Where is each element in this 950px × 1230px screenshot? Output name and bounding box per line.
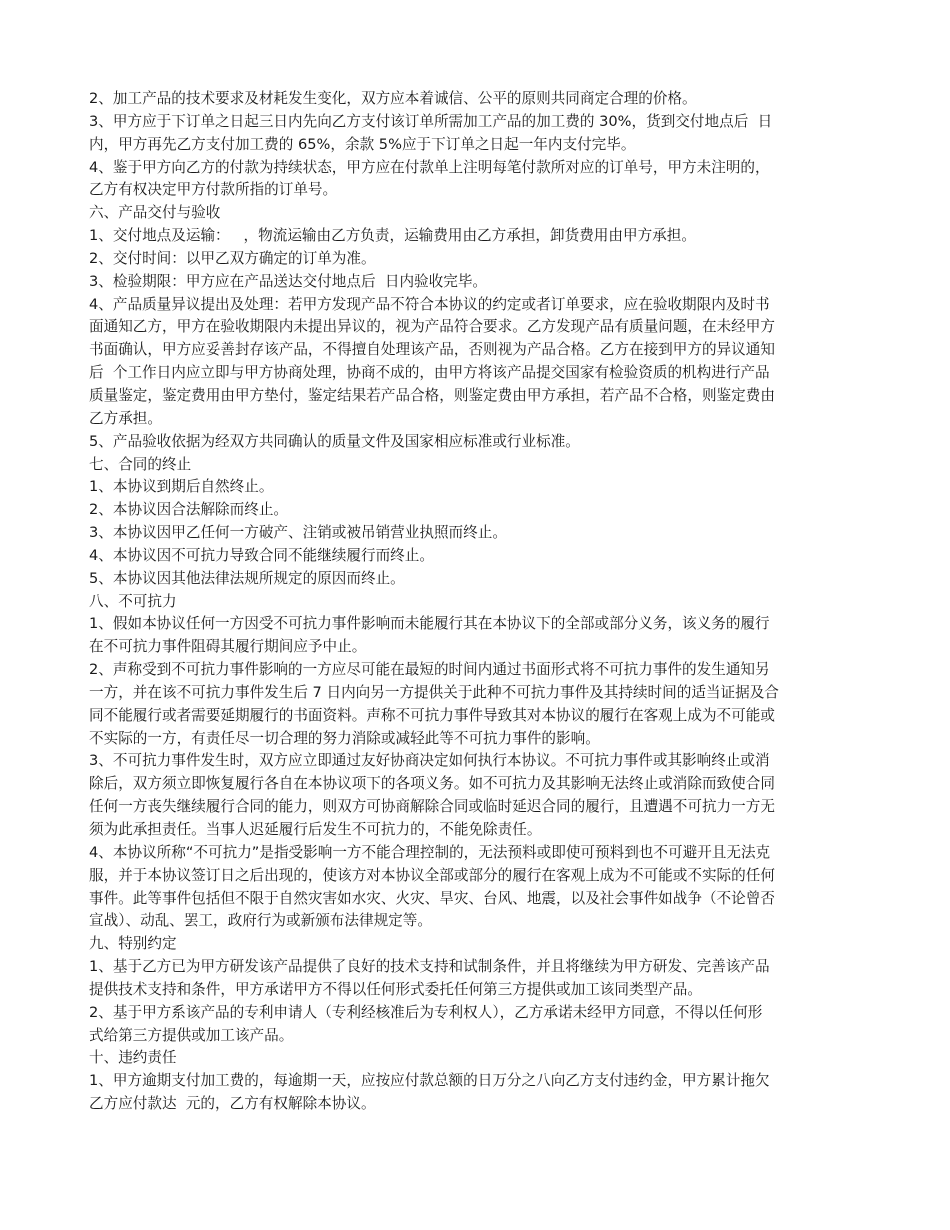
- text-line: 4、本协议因不可抗力导致合同不能继续履行而终止。: [89, 546, 434, 564]
- text-line: 宣战）、动乱、罢工，政府行为或新颁布法律规定等。: [89, 912, 432, 930]
- section-heading: [89, 591, 859, 614]
- text-line: 4、鉴于甲方向乙方的付款为持续状态，甲方应在付款单上注明每笔付款所对应的订单号，甲方未注明的，: [89, 158, 770, 176]
- clause-paragraph: [89, 499, 859, 522]
- text-line: 4、本协议所称“不可抗力”是指受影响一方不能合理控制的，无法预料或即使可预料到也不可避开且无法克: [89, 843, 771, 861]
- text-line: 3、甲方应于下订单之日起三日内先向乙方支付该订单所需加工产品的加工费的 30%，货到交付地点后 日: [89, 112, 773, 130]
- text-line: 内，甲方再先乙方支付加工费的 65%，余款 5%应于下订单之日起一年内支付完毕。: [89, 135, 636, 153]
- text-line: 2、交付时间：以甲乙双方确定的订单为准。: [89, 249, 376, 267]
- text-line: 乙方有权决定甲方付款所指的订单号。: [89, 181, 338, 199]
- clause-paragraph: [89, 476, 859, 499]
- text-line: 1、交付地点及运输： ，物流运输由乙方负责，运输费用由乙方承担，卸货费用由甲方承担。: [89, 227, 696, 245]
- text-line: 2、基于甲方系该产品的专利申请人（专利经核准后为专利权人），乙方承诺未经甲方同意，不得以任何形: [89, 1003, 763, 1021]
- text-line: 七、合同的终止: [89, 455, 192, 473]
- clause-paragraph: [89, 431, 859, 454]
- text-line: 3、本协议因甲乙任何一方破产、注销或被吊销营业执照而终止。: [89, 524, 507, 542]
- clause-paragraph: [89, 225, 859, 248]
- clause-paragraph: [89, 522, 859, 545]
- clause-paragraph: [89, 294, 859, 431]
- text-line: 1、本协议到期后自然终止。: [89, 478, 274, 496]
- text-line: 质量鉴定，鉴定费用由甲方垫付，鉴定结果若产品合格，则鉴定费由甲方承担，若产品不合格，则鉴定费由: [89, 386, 775, 404]
- clause-paragraph: [89, 271, 859, 294]
- clause-paragraph: [89, 545, 859, 568]
- text-line: 面通知乙方，甲方在验收期限内未提出异议的，视为产品符合要求。乙方发现产品有质量问题，在未经甲方: [89, 318, 775, 336]
- section-heading: [89, 933, 859, 956]
- text-line: 九、特别约定: [89, 935, 177, 953]
- text-line: 任何一方丧失继续履行合同的能力，则双方可协商解除合同或临时延迟合同的履行，且遭遇不可抗力一方无: [89, 798, 775, 816]
- text-line: 式给第三方提供或加工该产品。: [89, 1026, 294, 1044]
- text-line: 不实际的一方，有责任尽一切合理的努力消除或减轻此等不可抗力事件的影响。: [89, 729, 600, 747]
- text-line: 事件。此等事件包括但不限于自然灾害如水灾、火灾、旱灾、台风、地震，以及社会事件如战争（不论曾否: [89, 889, 775, 907]
- document-page: [89, 88, 859, 1116]
- text-line: 5、产品验收依据为经双方共同确认的质量文件及国家相应标准或行业标准。: [89, 432, 580, 450]
- text-line: 3、不可抗力事件发生时，双方应立即通过友好协商决定如何执行本协议。不可抗力事件或其影响终止或消: [89, 752, 770, 770]
- text-line: 4、产品质量异议提出及处理：若甲方发现产品不符合本协议的约定或者订单要求，应在验收期限内及时书: [89, 295, 770, 313]
- text-line: 3、检验期限：甲方应在产品送达交付地点后 日内验收完毕。: [89, 272, 488, 290]
- text-line: 5、本协议因其他法律法规所规定的原因而终止。: [89, 569, 405, 587]
- text-line: 2、加工产品的技术要求及材耗发生变化，双方应本着诚信、公平的原则共同商定合理的价格。: [89, 90, 697, 107]
- text-line: 1、甲方逾期支付加工费的，每逾期一天，应按应付款总额的日万分之八向乙方支付违约金，甲方累计拖欠: [89, 1072, 770, 1090]
- clause-paragraph: [89, 88, 859, 111]
- text-line: 十、违约责任: [89, 1049, 177, 1067]
- text-line: 同不能履行或者需要延期履行的书面资料。声称不可抗力事件导致其对本协议的履行在客观上成为不可能或: [89, 706, 775, 724]
- text-line: 乙方承担。: [89, 409, 162, 427]
- text-line: 除后，双方须立即恢复履行各自在本协议项下的各项义务。如不可抗力及其影响无法终止或消除而致使合同: [89, 775, 775, 793]
- text-line: 须为此承担责任。当事人迟延履行后发生不可抗力的，不能免除责任。: [89, 821, 542, 838]
- text-line: 1、基于乙方已为甲方研发该产品提供了良好的技术支持和试制条件，并且将继续为甲方研发、完善该产品: [89, 958, 770, 976]
- clause-paragraph: [89, 750, 859, 841]
- clause-paragraph: [89, 157, 859, 203]
- text-line: 2、声称受到不可抗力事件影响的一方应尽可能在最短的时间内通过书面形式将不可抗力事件的发生通知另: [89, 661, 770, 679]
- text-line: 八、不可抗力: [89, 592, 177, 610]
- text-line: 后 个工作日内应立即与甲方协商处理，协商不成的，由甲方将该产品提交国家有检验资质的机构进行产品: [89, 364, 770, 382]
- clause-paragraph: [89, 613, 859, 659]
- section-heading: [89, 454, 859, 477]
- clause-paragraph: [89, 659, 859, 750]
- text-line: 1、假如本协议任何一方因受不可抗力事件影响而未能履行其在本协议下的全部或部分义务，该义务的履行: [89, 615, 770, 633]
- text-line: 一方，并在该不可抗力事件发生后 7 日内向另一方提供关于此种不可抗力事件及其持续时间的适当证据及合: [89, 683, 779, 701]
- clause-paragraph: [89, 111, 859, 157]
- text-line: 2、本协议因合法解除而终止。: [89, 501, 289, 519]
- text-line: 书面确认，甲方应妥善封存该产品，不得擅自处理该产品，否则视为产品合格。乙方在接到甲方的异议通知: [89, 341, 775, 359]
- text-line: 服，并于本协议签订日之后出现的，使该方对本协议全部或部分的履行在客观上成为不可能或不实际的任何: [89, 866, 775, 884]
- clause-paragraph: [89, 568, 859, 591]
- text-line: 六、产品交付与验收: [89, 204, 221, 222]
- clause-paragraph: [89, 1002, 859, 1048]
- section-heading: [89, 202, 859, 225]
- clause-paragraph: [89, 248, 859, 271]
- text-line: 提供技术支持和条件，甲方承诺甲方不得以任何形式委托任何第三方提供或加工该同类型产品。: [89, 980, 702, 998]
- text-line: 乙方应付款达 元的，乙方有权解除本协议。: [89, 1095, 376, 1113]
- text-line: 在不可抗力事件阻碍其履行期间应予中止。: [89, 638, 367, 656]
- clause-paragraph: [89, 1070, 859, 1116]
- clause-paragraph: [89, 842, 859, 933]
- clause-paragraph: [89, 956, 859, 1002]
- section-heading: [89, 1047, 859, 1070]
